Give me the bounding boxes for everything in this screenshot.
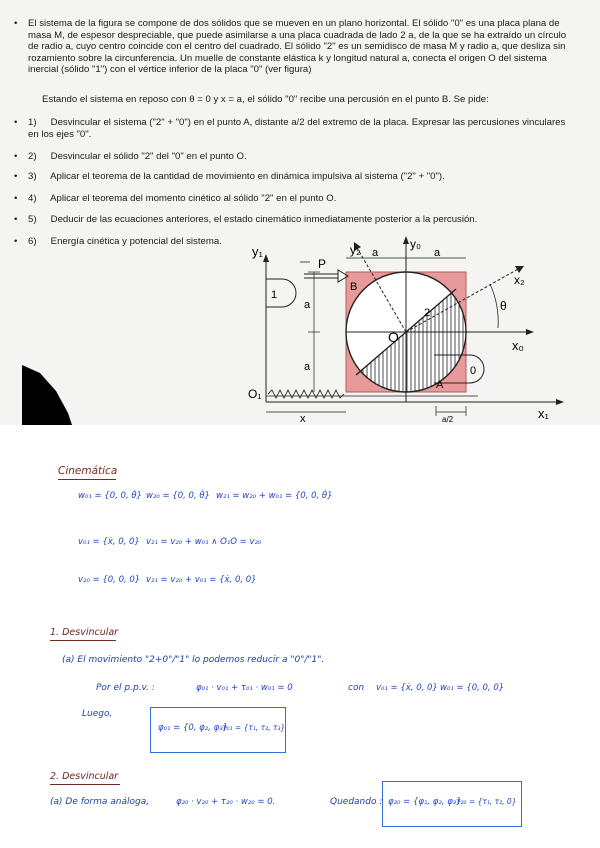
theta-arc [490,284,498,328]
label-solid-2: 2 [424,307,431,319]
question-text: Aplicar el teorema de la cantidad de movimiento en dinámica impulsiva al sistema ("2" + "0"). [50,171,445,182]
luego-label: Luego, [82,709,113,719]
ppv-label: Por el p.p.v. : [96,683,155,693]
section-2-equation: φ₂₀ · v₂₀ + τ₂₀ · w₂₀ = 0. [176,797,276,807]
kinematics-title: Cinemática [58,465,118,477]
kin-eq: w₂₁ = w₂₀ + w₀₁ = {0, 0, θ̇} [216,491,333,501]
label-x-dim: x [300,413,306,424]
question-6: • 6) Energía cinética y potencial del sistema. [14,236,222,247]
question-text: Desvincular el sistema ("2" + "0") en el punto A, distante a/2 del extremo de la placa. Expresar las percusiones vinculares en los ejes "0". [28,117,566,140]
label-x2: x₂ [514,273,525,287]
label-theta: θ [500,299,507,313]
w01-value: w₀₁ = {0, 0, 0} [440,683,505,693]
label-P: P [318,257,327,271]
label-solid-1: 1 [271,289,278,301]
tau20-result: τ₂₀ = {τ₁, τ₂, 0} [456,797,517,806]
v01-value: v₀₁ = {ẋ, 0, 0} [376,683,438,693]
section-2-title: 2. Desvincular [50,771,119,782]
label-y1: y₁ [252,244,263,259]
phi20-result: φ₂₀ = {φ₁, φ₂, φ₃} [388,797,462,807]
label-x0: x₀ [512,338,524,353]
mechanism-figure [238,232,568,424]
problem-intro [14,18,574,76]
label-y2: y₂ [350,243,361,257]
label-y0: y₀ [410,237,421,251]
kin-eq: v₀₁ = {ẋ, 0, 0} [78,537,140,547]
question-number: 4) [28,193,37,204]
question-1: • 1) Desvincular el sistema ("2" + "0") en el punto A, distante a/2 del extremo de la placa. Expresar las percusiones vinculares en los ejes "0". [14,117,566,140]
con-label: con [348,683,365,693]
kin-eq: w₂₀ = {0, 0, θ̇} [146,491,210,501]
label-a-half: a/2 [442,415,454,424]
label-a-left-upper: a [304,299,311,311]
kin-eq: v₂₁ = v₂₀ + v₀₁ = {ẋ, 0, 0} [146,575,257,585]
kin-eq: v₂₀ = {0, 0, 0} [78,575,141,585]
scan-shadow [22,365,72,425]
question-4: • 4) Aplicar el teorema del momento cinético al sólido "2" en el punto O. [14,193,337,204]
phi01-result: φ₀₁ = {0, φ₂, φ₃} [158,723,229,733]
spring [268,390,344,398]
kin-eq: w₀₁ = {0, 0, θ̇} [78,491,142,501]
question-3: • 3) Aplicar el teorema de la cantidad de movimiento en dinámica impulsiva al sistema ("2" + "0"). [14,171,445,182]
label-solid-0: 0 [470,365,477,377]
question-number: 3) [28,171,37,182]
handwritten-notes [0,425,600,848]
label-O1: O₁ [248,387,262,401]
question-text: Aplicar el teorema del momento cinético al sólido "2" en el punto O. [50,193,337,204]
question-number: 1) [28,117,37,128]
question-number: 2) [28,151,37,162]
tau01-result: τ₀₁ = {τ₁, τ₂, τ₃} [222,723,286,732]
question-2: • 2) Desvincular el sólido "2" del "0" en el punto O. [14,151,247,162]
question-number: 6) [28,236,37,247]
ppv-equation: φ₀₁ · v₀₁ + τ₀₁ · w₀₁ = 0 [196,683,293,693]
intro-text: El sistema de la figura se compone de dos sólidos que se mueven en un plano horizontal. El sólido "0" es una placa plana de masa M, de espesor despreciable, que puede asimilarse a una placa cuadrada de lado 2 a, de la que se ha extraído un círculo de radio a, cuyo centro coincide con el centro del cuadrado. El sólido "2" es un semidisco de masa M y radio a, que desliza sin rozamiento sobre la circunferencia. Un muelle de constante elástica k y longitud natural a, conecta el origen O del sistema inercial (sólido "1") con el vértice inferior de la placa "0" (ver figura) [28,18,567,76]
label-a-top-right: a [434,247,441,259]
problem-prompt: Estando el sistema en reposo con θ = 0 y x = a, el sólido "0" recibe una percusión en el punto B. Se pide: [42,94,489,105]
label-x1: x₁ [538,406,549,421]
question-5: • 5) Deducir de las ecuaciones anteriores, el estado cinemático inmediatamente posterior a la percusión. [14,214,478,225]
section-2-line-1: (a) De forma análoga, [50,797,150,807]
question-number: 5) [28,214,37,225]
question-text: Energía cinética y potencial del sistema. [50,236,222,247]
quedando-label: Quedando : [330,797,383,807]
section-1-line-1: (a) El movimiento "2+0"/"1" lo podemos reducir a "0"/"1". [62,655,325,665]
label-a-left-lower: a [304,361,311,373]
title-underline [58,479,116,480]
label-A: A [436,379,444,391]
label-O: O [388,329,399,345]
bullet: • [14,18,18,29]
label-a-top-left: a [372,247,379,259]
question-text: Desvincular el sólido "2" del "0" en el punto O. [50,151,247,162]
kin-eq: v₂₁ = v₂₀ + w₀₁ ∧ O₁O = v₂₀ [146,537,262,547]
section-1-title: 1. Desvincular [50,627,119,638]
question-text: Deducir de las ecuaciones anteriores, el estado cinemático inmediatamente posterior a la percusión. [50,214,478,225]
label-B: B [350,281,358,293]
